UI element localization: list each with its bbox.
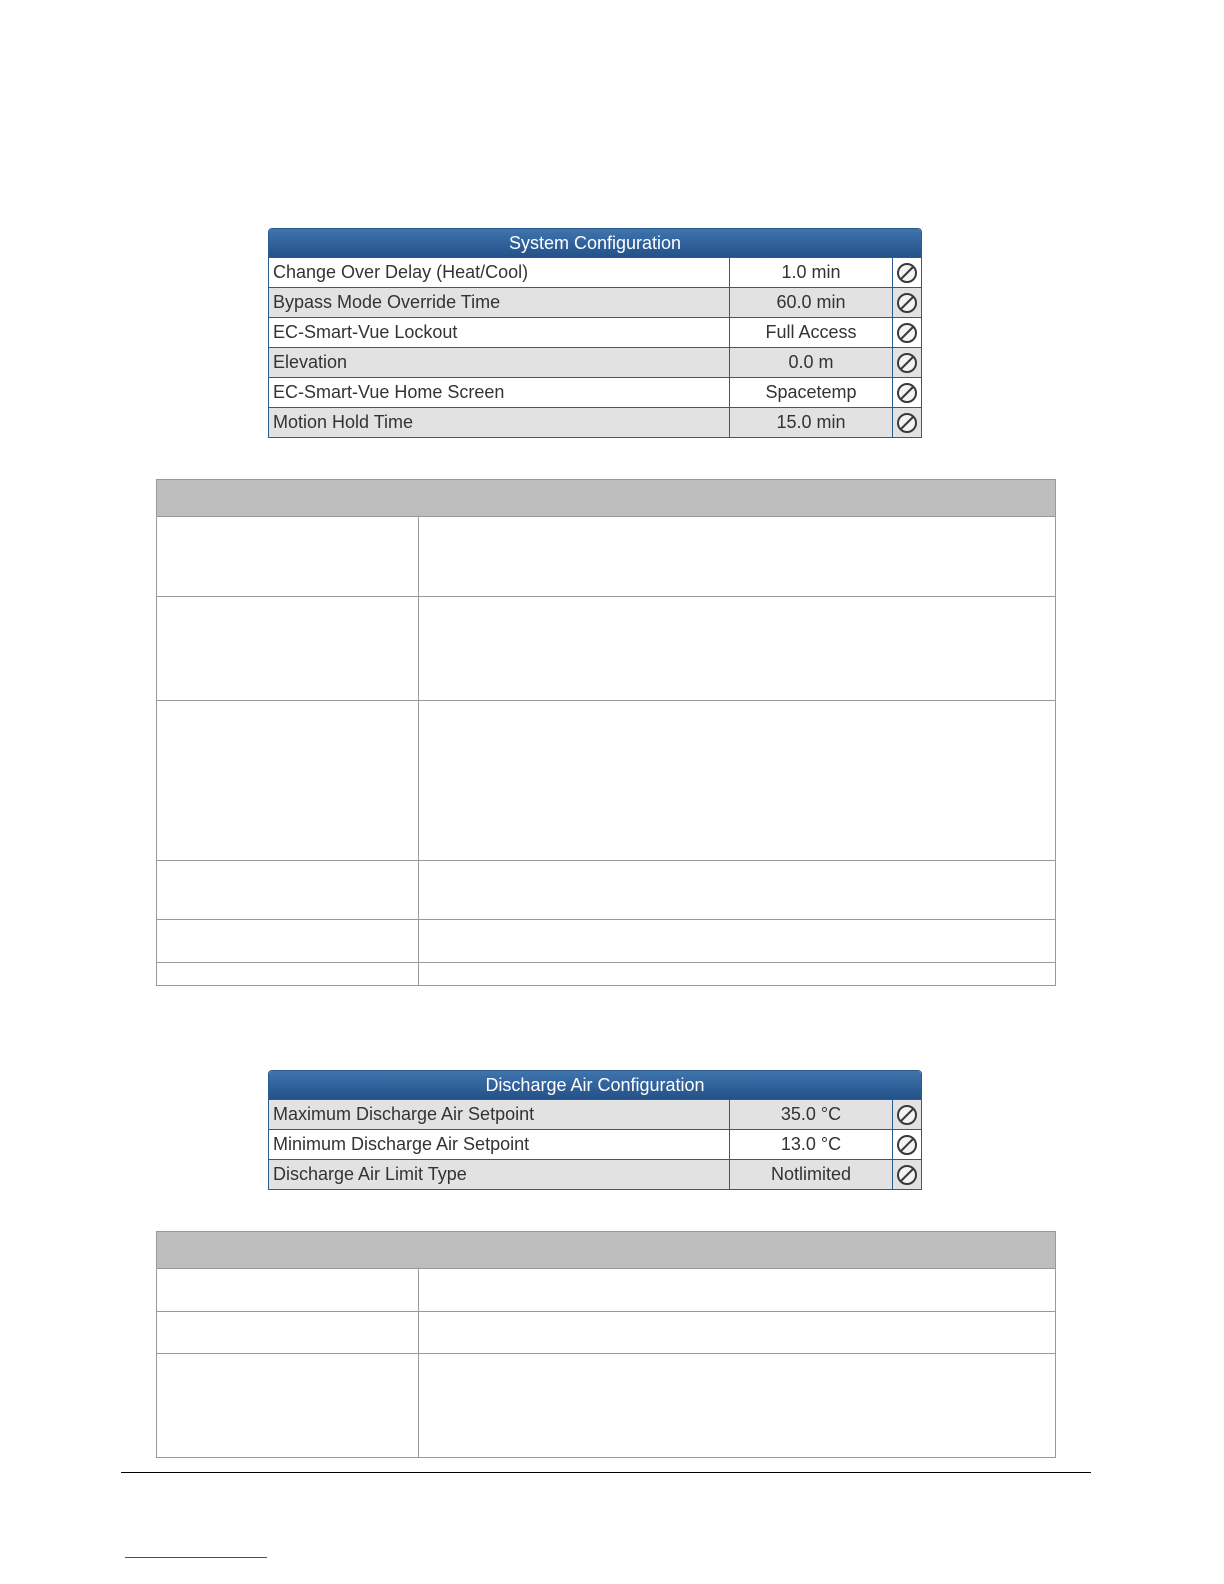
- table-cell-term: [157, 861, 419, 919]
- table-row: [157, 963, 1055, 985]
- config-row-min-discharge-air-setpoint: [269, 1129, 921, 1159]
- table-cell-term: [157, 1269, 419, 1311]
- table-cell-description: [419, 517, 1055, 596]
- config-value[interactable]: 15.0 min: [730, 408, 893, 437]
- footer-link-underline[interactable]: [125, 1557, 267, 1558]
- config-label: EC-Smart-Vue Home Screen: [269, 378, 730, 407]
- no-entry-icon[interactable]: [893, 408, 921, 437]
- no-entry-icon[interactable]: [893, 1160, 921, 1189]
- table-row: [157, 597, 1055, 701]
- config-value[interactable]: 35.0 °C: [730, 1100, 893, 1129]
- no-entry-icon[interactable]: [893, 378, 921, 407]
- config-label: Minimum Discharge Air Setpoint: [269, 1130, 730, 1159]
- no-entry-icon[interactable]: [893, 1100, 921, 1129]
- config-row-change-over-delay: [269, 257, 921, 287]
- no-entry-icon[interactable]: [893, 1130, 921, 1159]
- config-label: Bypass Mode Override Time: [269, 288, 730, 317]
- table-cell-description: [419, 920, 1055, 962]
- table-cell-term: [157, 517, 419, 596]
- table-cell-term: [157, 920, 419, 962]
- table-cell-description: [419, 1354, 1055, 1457]
- config-row-smart-vue-lockout: [269, 317, 921, 347]
- table-cell-term: [157, 963, 419, 985]
- config-value[interactable]: 0.0 m: [730, 348, 893, 377]
- table-row: [157, 861, 1055, 920]
- config-value[interactable]: Spacetemp: [730, 378, 893, 407]
- table-cell-description: [419, 1269, 1055, 1311]
- config-label: Elevation: [269, 348, 730, 377]
- config-value[interactable]: Full Access: [730, 318, 893, 347]
- table-cell-term: [157, 597, 419, 700]
- config-label: EC-Smart-Vue Lockout: [269, 318, 730, 347]
- discharge-air-configuration-title: Discharge Air Configuration: [269, 1071, 921, 1099]
- no-entry-icon[interactable]: [893, 288, 921, 317]
- no-entry-icon[interactable]: [893, 318, 921, 347]
- table-cell-term: [157, 1354, 419, 1457]
- config-label: Change Over Delay (Heat/Cool): [269, 258, 730, 287]
- config-row-elevation: [269, 347, 921, 377]
- table-row: [157, 517, 1055, 597]
- table-cell-description: [419, 597, 1055, 700]
- config-row-discharge-air-limit-type: [269, 1159, 921, 1189]
- config-value[interactable]: 1.0 min: [730, 258, 893, 287]
- config-label: Discharge Air Limit Type: [269, 1160, 730, 1189]
- discharge-air-description-table: [156, 1231, 1056, 1458]
- config-label: Motion Hold Time: [269, 408, 730, 437]
- table-cell-term: [157, 1312, 419, 1353]
- config-label: Maximum Discharge Air Setpoint: [269, 1100, 730, 1129]
- table-cell-description: [419, 861, 1055, 919]
- config-row-smart-vue-home-screen: [269, 377, 921, 407]
- system-configuration-title: System Configuration: [269, 229, 921, 257]
- table-row: [157, 701, 1055, 861]
- discharge-air-configuration-panel: [268, 1070, 922, 1190]
- config-row-bypass-mode-override-time: [269, 287, 921, 317]
- table-row: [157, 1269, 1055, 1312]
- table-cell-description: [419, 963, 1055, 985]
- footer-divider: [121, 1472, 1091, 1473]
- table-header: [157, 480, 1055, 517]
- table-row: [157, 1354, 1055, 1457]
- config-value[interactable]: 60.0 min: [730, 288, 893, 317]
- table-row: [157, 1312, 1055, 1354]
- config-value[interactable]: 13.0 °C: [730, 1130, 893, 1159]
- system-configuration-panel: [268, 228, 922, 438]
- no-entry-icon[interactable]: [893, 258, 921, 287]
- table-cell-description: [419, 701, 1055, 860]
- config-value[interactable]: Notlimited: [730, 1160, 893, 1189]
- config-row-max-discharge-air-setpoint: [269, 1099, 921, 1129]
- table-row: [157, 920, 1055, 963]
- table-cell-term: [157, 701, 419, 860]
- table-cell-description: [419, 1312, 1055, 1353]
- no-entry-icon[interactable]: [893, 348, 921, 377]
- config-row-motion-hold-time: [269, 407, 921, 437]
- table-header: [157, 1232, 1055, 1269]
- system-configuration-description-table: [156, 479, 1056, 986]
